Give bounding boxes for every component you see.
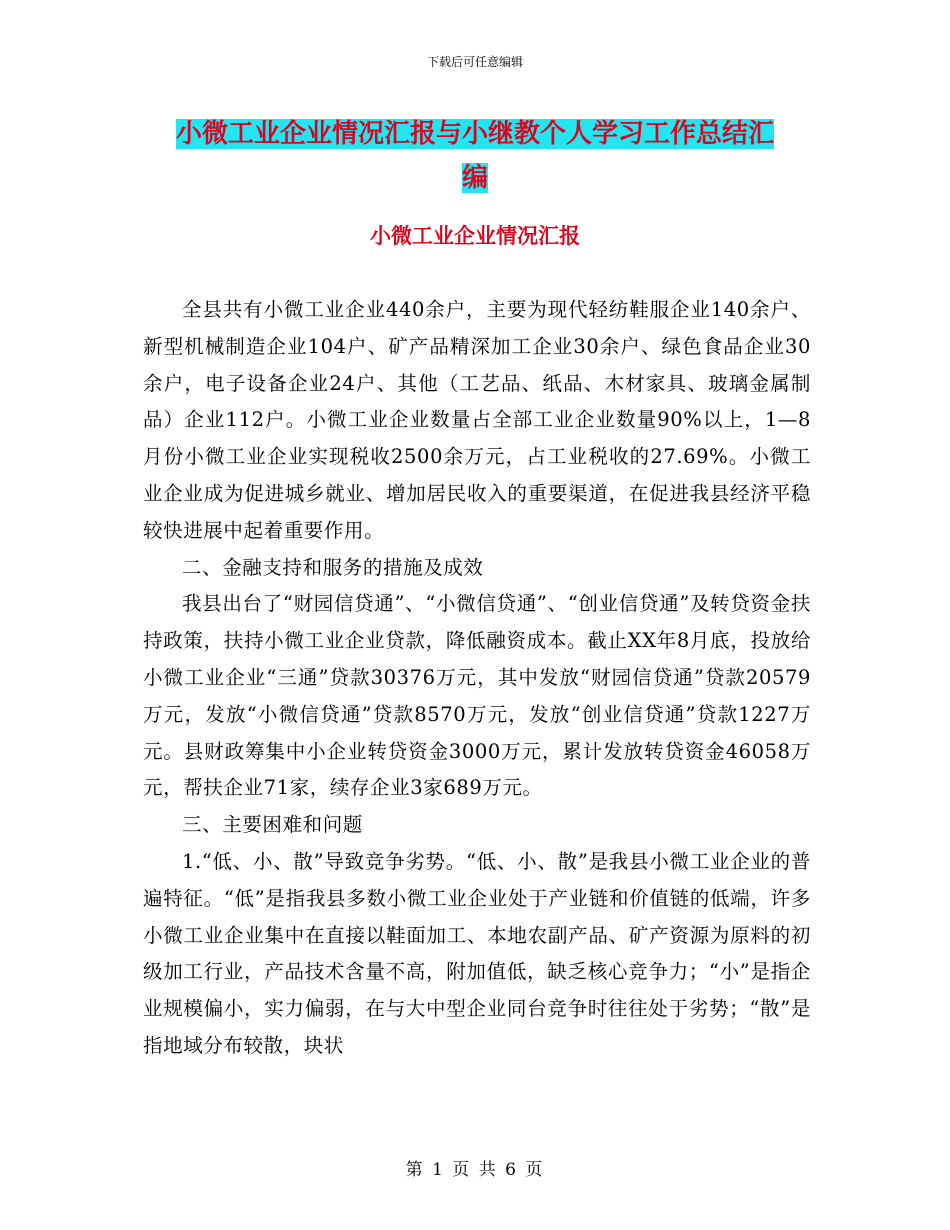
paragraph: 全县共有小微工业企业440余户，主要为现代轻纺鞋服企业140余户、新型机械制造企业104户、矿产品精深加工企业30余户、绿色食品企业30余户，电子设备企业24户、其他（工艺品、纸品、木材家具、玻璃金属制品）企业112户。小微工业企业数量占全部工业企业数量90%以上，1—8月份小微工业企业实现税收2500余万元，占工业税收的27.69%。小微工业企业成为促进城乡就业、增加居民收入的重要渠道，在促进我县经济平稳较快进展中起着重要作用。	[143, 298, 811, 542]
paragraph-heading: 二、金融支持和服务的措施及成效	[182, 555, 484, 579]
section-title: 小微工业企业情况汇报	[370, 224, 580, 248]
page-footer: 第 1 页 共 6 页	[405, 1160, 545, 1180]
document-title-line-2: 编	[461, 163, 488, 193]
document-body	[143, 292, 811, 1065]
paragraph: 我县出台了“财园信贷通”、“小微信贷通”、“创业信贷通”及转贷资金扶持政策，扶持小微工业企业贷款，降低融资成本。截止XX年8月底，投放给小微工业企业“三通”贷款30376万元，其中发放“财园信贷通”贷款20579万元，发放“小微信贷通”贷款8570万元，发放“创业信贷通”贷款1227万元。县财政筹集中小企业转贷资金3000万元，累计发放转贷资金46058万元，帮扶企业71家，续存企业3家689万元。	[143, 592, 811, 800]
document-title	[140, 112, 810, 200]
document-title-line-1: 小微工业企业情况汇报与小继教个人学习工作总结汇	[175, 119, 774, 149]
paragraph-heading: 三、主要困难和问题	[182, 813, 363, 837]
header-note: 下载后可任意编辑	[426, 55, 523, 69]
paragraph: 1.“低、小、散”导致竞争劣势。“低、小、散”是我县小微工业企业的普遍特征。“低”是指我县多数小微工业企业处于产业链和价值链的低端，许多小微工业企业集中在直接以鞋面加工、本地农副产品、矿产资源为原料的初级加工行业，产品技术含量不高，附加值低，缺乏核心竞争力；“小”是指企业规模偏小，实力偏弱，在与大中型企业同台竞争时往往处于劣势；“散”是指地域分布较散，块状	[143, 849, 811, 1057]
